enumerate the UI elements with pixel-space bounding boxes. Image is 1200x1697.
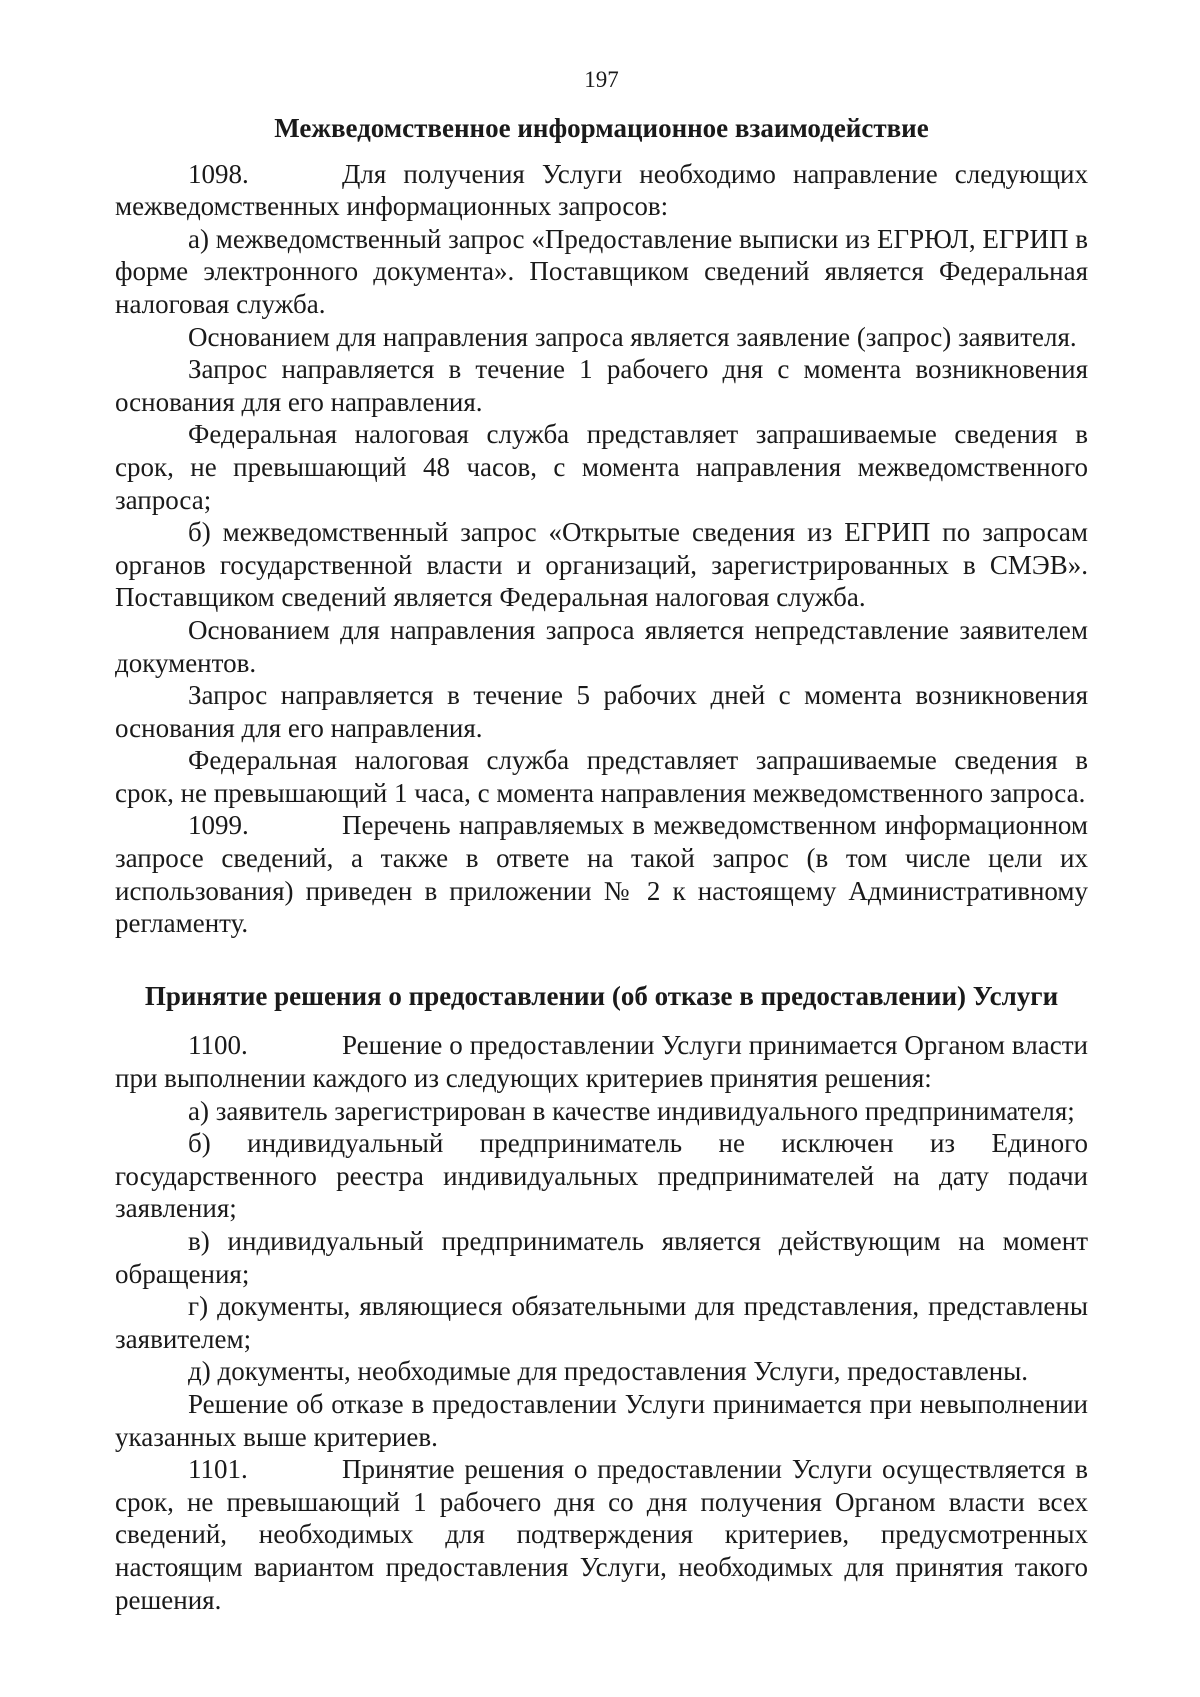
paragraph-text: Принятие решения о предоставлении Услуги осуществляется в срок, не превышающий 1 рабочего дня со дня получения Органом власти всех сведений, необходимых для подтверждения критериев, предусмотренных настоящим вариантом предоставления Услуги, необходимых для принятия такого решения.	[115, 1454, 1088, 1615]
paragraph-number: 1099.	[188, 810, 249, 841]
paragraph-item: Федеральная налоговая служба представляет запрашиваемые сведения в срок, не превышающий 1 часа, с момента направления межведомственного запроса.	[115, 745, 1088, 808]
paragraph-item: г) документы, являющиеся обязательными для представления, представлены заявителем;	[115, 1291, 1088, 1354]
page-number: 197	[584, 67, 619, 92]
paragraph-item: а) заявитель зарегистрирован в качестве индивидуального предпринимателя;	[188, 1095, 1075, 1126]
paragraph-item: Решение об отказе в предоставлении Услуги принимается при невыполнении указанных выше критериев.	[115, 1388, 1088, 1452]
paragraph-number: 1098.	[188, 158, 249, 189]
paragraph-1099	[115, 809, 1088, 939]
paragraph-item: б) межведомственный запрос «Открытые сведения из ЕГРИП по запросам органов государственной власти и организаций, зарегистрированных в СМЭВ». Поставщиком сведений является Федеральная налоговая служба.	[115, 517, 1088, 613]
paragraph-1101	[115, 1453, 1088, 1616]
paragraph-item: в) индивидуальный предприниматель является действующим на момент обращения;	[115, 1226, 1088, 1289]
section-heading-decision: Принятие решения о предоставлении (об отказе в предоставлении) Услуги	[144, 980, 1059, 1011]
paragraph-text: Решение о предоставлении Услуги принимается Органом власти при выполнении каждого из следующих критериев принятия решения:	[115, 1030, 1088, 1094]
paragraph-1098	[115, 158, 1088, 223]
paragraph-text: Для получения Услуги необходимо направление следующих межведомственных информационных запросов:	[115, 158, 1088, 222]
paragraph-item: б) индивидуальный предприниматель не исключен из Единого государственного реестра индивидуальных предпринимателей на дату подачи заявления;	[115, 1128, 1088, 1224]
paragraph-item: а) межведомственный запрос «Предоставление выписки из ЕГРЮЛ, ЕГРИП в форме электронного документа». Поставщиком сведений является Федеральная налоговая служба.	[115, 223, 1088, 319]
paragraph-item: Основанием для направления запроса является непредставление заявителем документов.	[115, 614, 1088, 678]
paragraph-number: 1100.	[188, 1030, 248, 1061]
paragraph-item: Запрос направляется в течение 1 рабочего дня с момента возникновения основания для его направления.	[115, 354, 1088, 417]
paragraph-item: Основанием для направления запроса является заявление (запрос) заявителя.	[188, 321, 1077, 352]
paragraph-1100	[115, 1029, 1088, 1094]
paragraph-item: Запрос направляется в течение 5 рабочих дней с момента возникновения основания для его направления.	[115, 680, 1088, 743]
paragraph-item: Федеральная налоговая служба представляет запрашиваемые сведения в срок, не превышающий 48 часов, с момента направления межведомственного запроса;	[115, 419, 1088, 515]
section-heading-interagency: Межведомственное информационное взаимодействие	[274, 113, 929, 143]
paragraph-text: Перечень направляемых в межведомственном информационном запросе сведений, а также в ответе на такой запрос (в том числе цели их использования) приведен в приложении № 2 к настоящему Административному регламенту.	[115, 810, 1088, 939]
paragraph-item: д) документы, необходимые для предоставления Услуги, предоставлены.	[188, 1356, 1029, 1387]
paragraph-number: 1101.	[188, 1454, 248, 1485]
